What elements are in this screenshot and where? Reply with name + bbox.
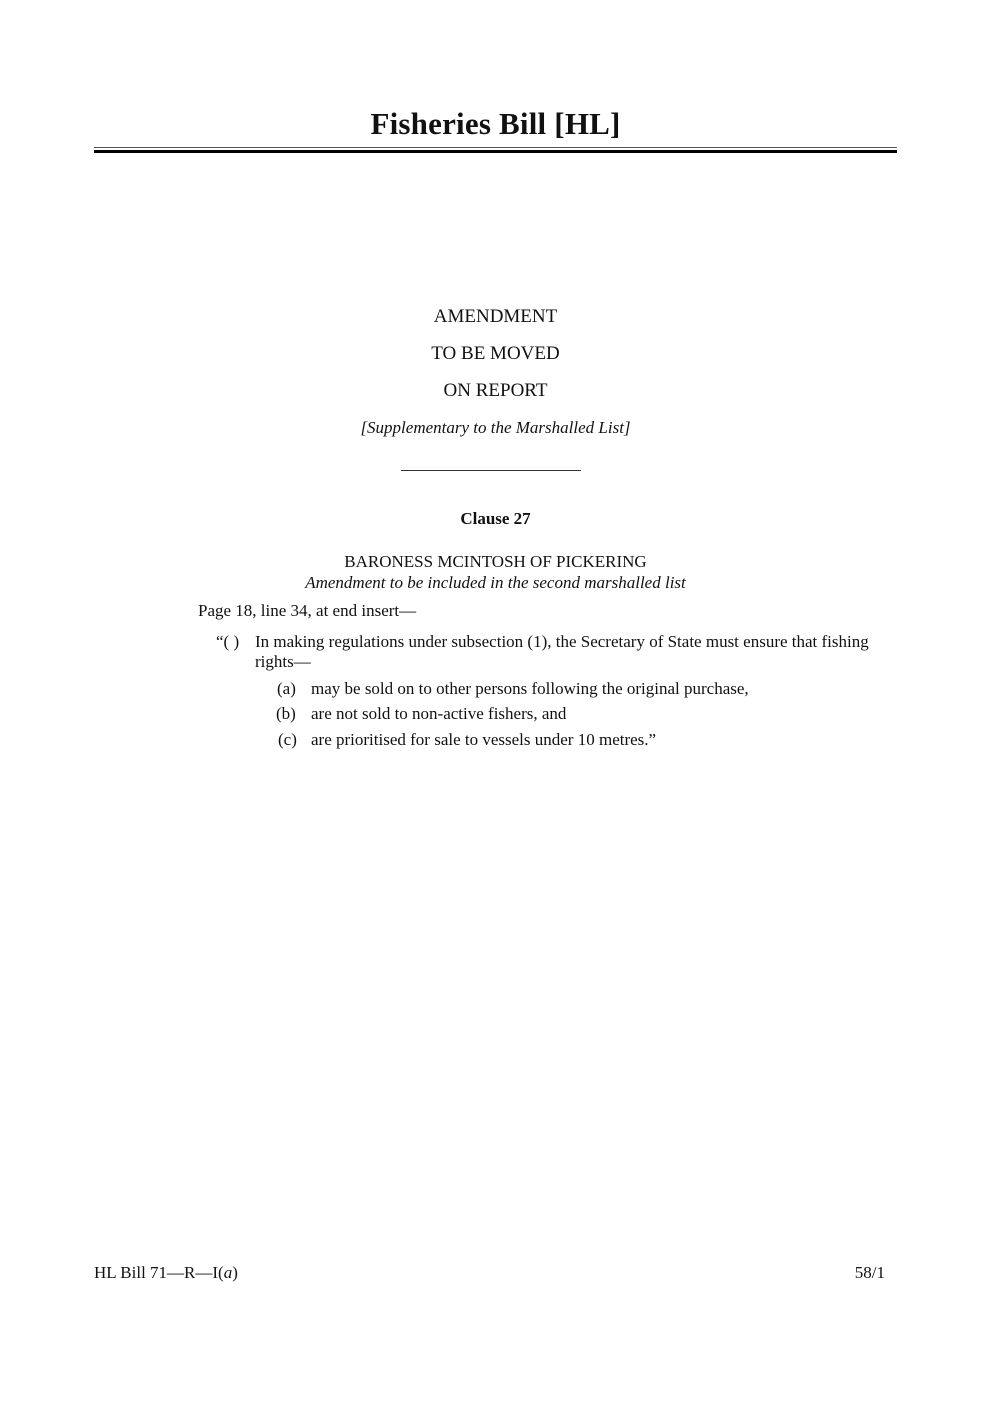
section-divider	[401, 470, 581, 471]
amendment-mover: BARONESS MCINTOSH OF PICKERING	[344, 552, 647, 571]
amendment-location: Page 18, line 34, at end insert—	[198, 601, 417, 620]
amendment-note: Amendment to be included in the second marshalled list	[305, 573, 686, 592]
paragraph-label-b: (b)	[276, 704, 296, 723]
bill-ref-italic: a	[223, 1263, 233, 1282]
paragraph-label-c: (c)	[278, 730, 297, 749]
title-rule-thick	[94, 150, 897, 153]
bill-ref-suffix: )	[232, 1263, 238, 1282]
page-reference: 58/1	[854, 1263, 885, 1282]
clause-heading: Clause 27	[460, 509, 531, 528]
paragraph-text-b: are not sold to non-active fishers, and	[311, 704, 567, 723]
title-rule-thin	[94, 147, 897, 148]
document-title: Fisheries Bill [HL]	[370, 106, 621, 141]
paragraph-label-a: (a)	[277, 679, 296, 698]
supplementary-note: [Supplementary to the Marshalled List]	[360, 418, 631, 437]
bill-reference	[94, 1263, 238, 1283]
paragraph-text-c: are prioritised for sale to vessels under 10 metres.”	[311, 730, 657, 749]
heading-to-be-moved: TO BE MOVED	[431, 343, 560, 364]
heading-on-report: ON REPORT	[443, 380, 548, 401]
subsection-mark: “( )	[216, 632, 240, 651]
bill-ref-prefix: HL Bill 71—R—I(	[94, 1263, 224, 1282]
paragraph-text-a: may be sold on to other persons following the original purchase,	[311, 679, 749, 698]
heading-amendment: AMENDMENT	[433, 306, 558, 327]
subsection-text: In making regulations under subsection (1), the Secretary of State must ensure that fishing rights—	[255, 632, 869, 671]
